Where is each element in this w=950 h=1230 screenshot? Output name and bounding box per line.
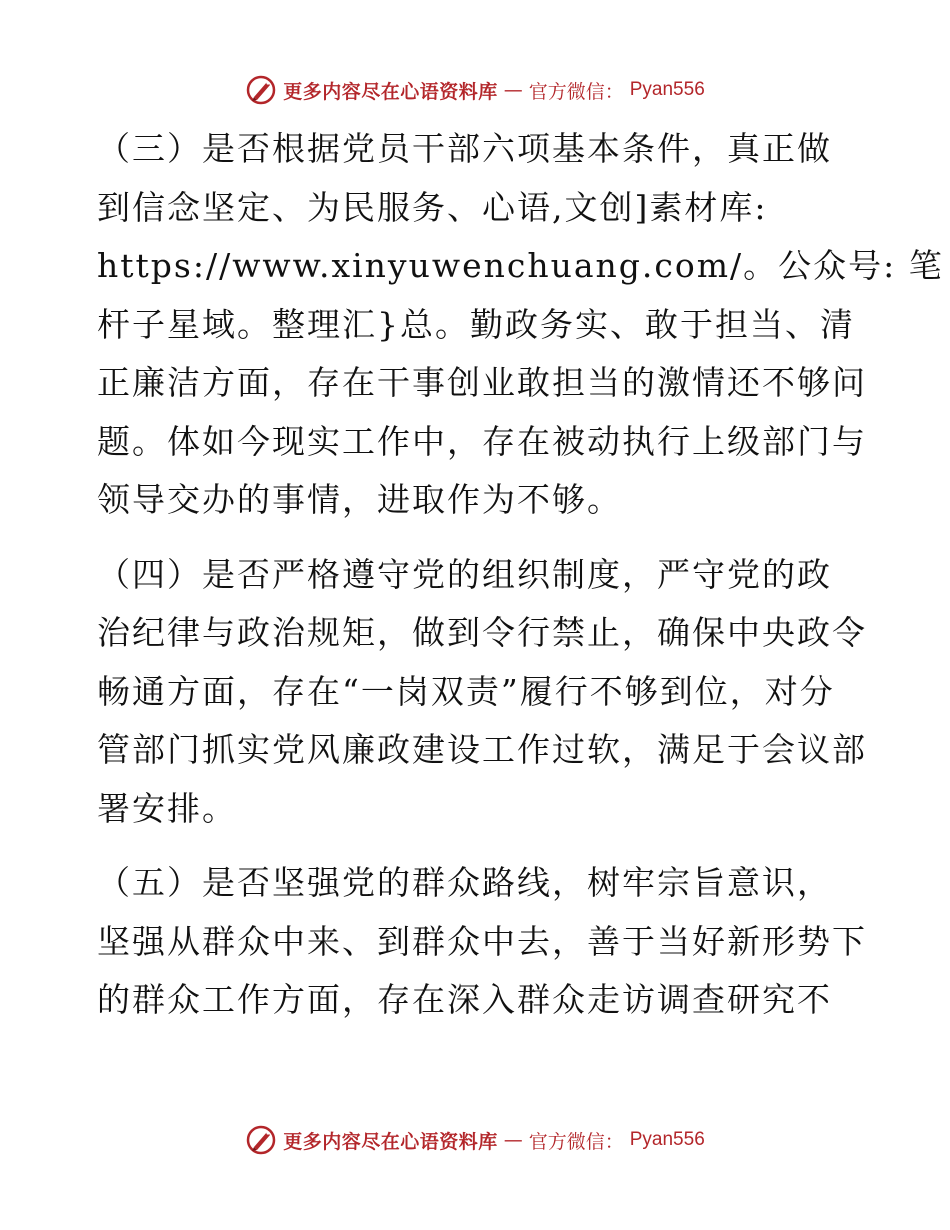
paragraph-line: （三）是否根据党员干部六项基本条件，真正做 [97,129,832,168]
paragraph-line: 题。体如今现实工作中，存在被动执行上级部门与 [97,421,867,461]
paragraph-line: 管部门抓实党风廉政建设工作过软，满足于会议部 [97,730,867,769]
paragraph-line: 署安排。 [97,788,237,828]
paragraph-line: （四）是否严格遵守党的组织制度，严守党的政 [97,554,832,594]
footer-banner-dash: — [503,1129,523,1151]
header-banner-dash: — [503,79,523,101]
paragraph-line: 治纪律与政治规矩，做到令行禁止，确保中央政令 [97,613,867,652]
paragraph-line: 到信念坚定、为民服务、心语,文创]素材库: [97,187,768,227]
footer-wechat-id: Pyan556 [629,1129,705,1150]
paragraph-line: 的群众工作方面，存在深入群众走访调查研究不 [97,980,832,1019]
header-wechat-id: Pyan556 [629,79,705,100]
footer-banner [0,1122,950,1158]
paragraph-line: 领导交办的事情，进取作为不够。 [97,480,622,519]
footer-wechat-label: 官方微信： [528,1130,624,1153]
header-banner-text: 更多内容尽在心语资料库 [283,80,498,103]
document-body [97,120,944,1046]
paragraph-4 [97,546,867,839]
paragraph-line: 正廉洁方面，存在干事创业敢担当的激情还不够问 [97,363,867,402]
pen-logo-icon [245,74,277,106]
footer-banner-text: 更多内容尽在心语资料库 [283,1130,498,1153]
header-banner [0,72,950,108]
paragraph-3 [97,120,944,530]
paragraph-line: 畅通方面，存在“一岗双责”履行不够到位，对分 [97,671,835,711]
paragraph-line: （五）是否坚强党的群众路线，树牢宗旨意识， [97,863,832,902]
paragraph-line: https://www.xinyuwenchuang.com/。公众号: 笔 [97,246,944,285]
paragraph-5 [97,854,867,1030]
pen-logo-icon [245,1124,277,1156]
header-wechat-label: 官方微信： [528,80,624,103]
paragraph-line: 杆子星域。整理汇}总。勤政务实、敢于担当、清 [97,304,855,344]
paragraph-line: 坚强从群众中来、到群众中去，善于当好新形势下 [97,921,867,961]
